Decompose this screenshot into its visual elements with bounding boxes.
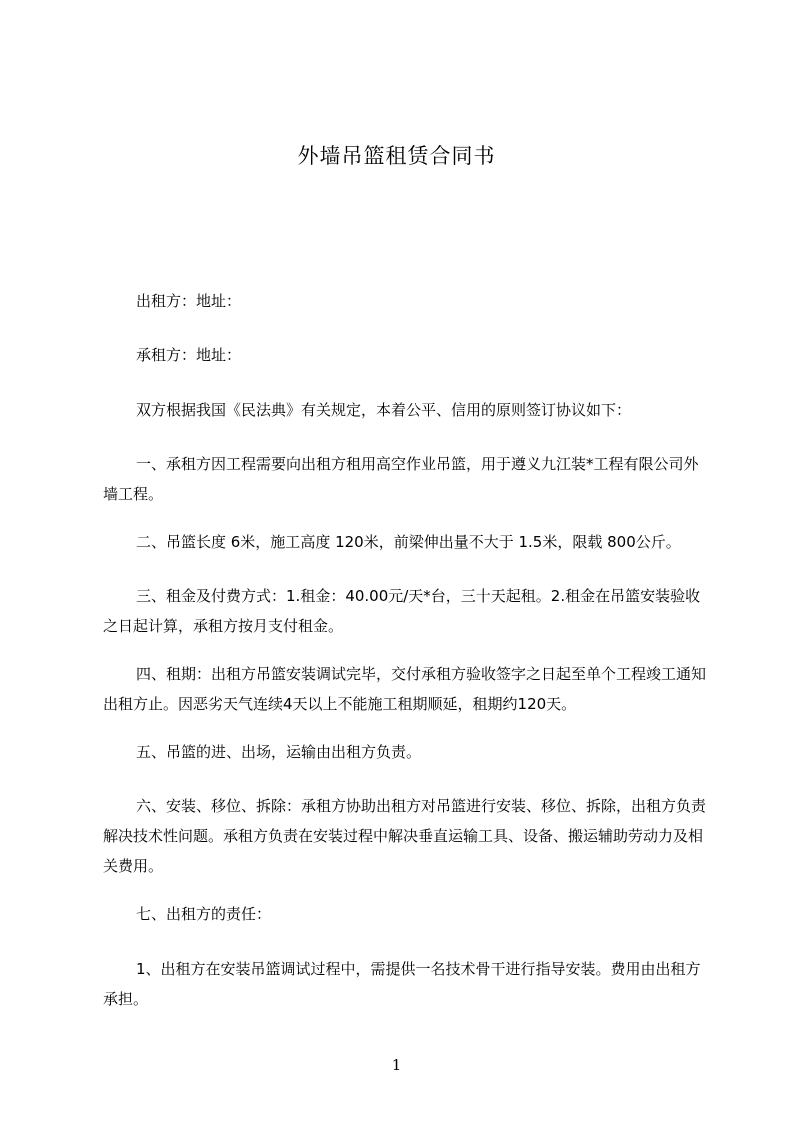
clause-1: 一、承租方因工程需要向出租方租用高空作业吊篮，用于遵义九江装*工程有限公司外墙工程。 (103, 455, 699, 503)
lessor-address-line: 出租方：地址： (136, 292, 242, 310)
clause-4: 四、租期：出租方吊篮安装调试完毕，交付承租方验收签字之日起至单个工程竣工通知出租方止。因恶劣天气连续4天以上不能施工租期顺延，租期约120天。 (103, 665, 707, 713)
lessee-address-line: 承租方：地址： (136, 346, 242, 364)
document-title: 外墙吊篮租赁合同书 (297, 144, 496, 168)
clause-7-item-1: 1、出租方在安装吊篮调试过程中，需提供一名技术骨干进行指导安装。费用由出租方承担。 (103, 960, 701, 1008)
agreement-intro: 双方根据我国《民法典》有关规定，本着公平、信用的原则签订协议如下： (136, 401, 632, 419)
clause-5: 五、吊篮的进、出场，运输由出租方负责。 (136, 743, 422, 761)
clause-2: 二、吊篮长度 6米，施工高度 120米，前梁伸出量不大于 1.5米，限载 800公斤。 (136, 533, 681, 551)
clause-7-heading: 七、出租方的责任： (136, 905, 272, 923)
clause-6: 六、安装、移位、拆除：承租方协助出租方对吊篮进行安装、移位、拆除，出租方负责解决技术性问题。承租方负责在安装过程中解决垂直运输工具、设备、搬运辅助劳动力及相关费用。 (103, 797, 707, 875)
clause-3: 三、租金及付费方式：1.租金：40.00元/天*台，三十天起租。2.租金在吊篮安装验收之日起计算，承租方按月支付租金。 (103, 587, 701, 635)
page-number: 1 (391, 1056, 402, 1074)
